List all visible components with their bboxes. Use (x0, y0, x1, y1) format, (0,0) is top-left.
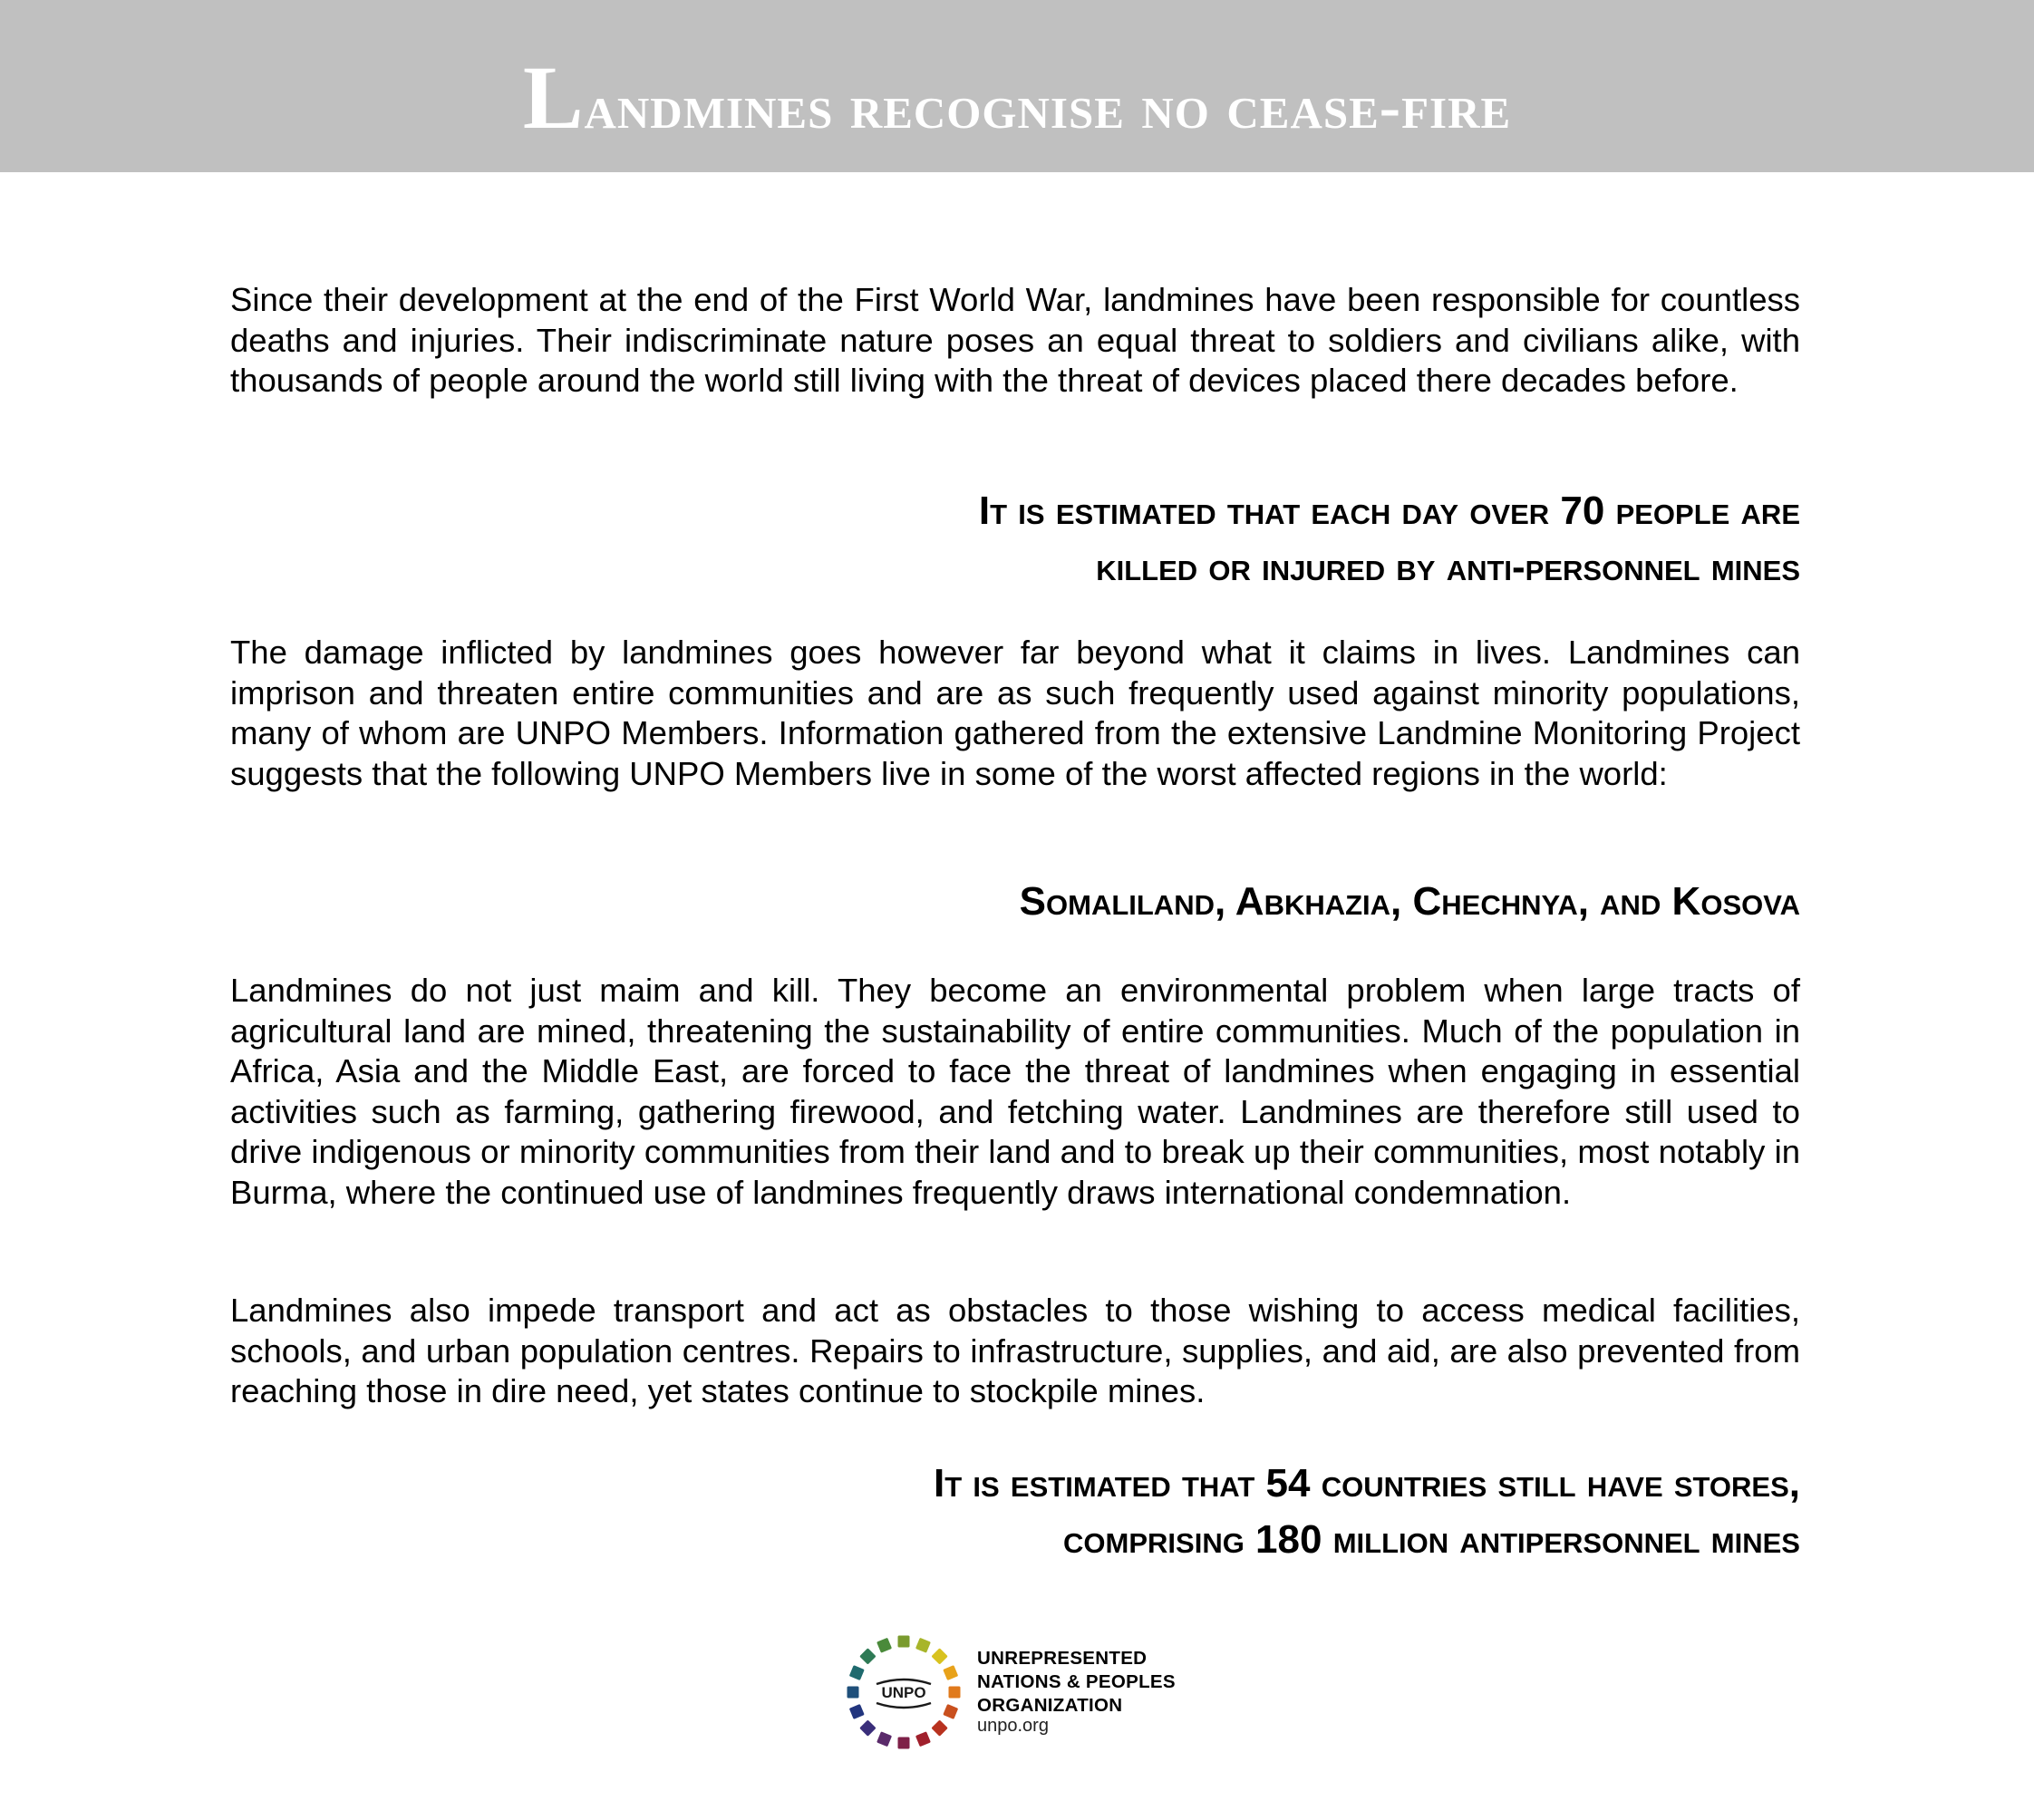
logo-name-line: NATIONS & PEOPLES (977, 1671, 1176, 1692)
unpo-logo-ring (845, 1633, 963, 1751)
logo-ring-segment (943, 1665, 958, 1680)
logo-ring-segment (849, 1704, 865, 1719)
callout-line: Somaliland, Abkhazia, Chechnya, and Kosova (1019, 879, 1800, 924)
logo-ring-segment (849, 1665, 865, 1680)
logo-organization-name (977, 1647, 1176, 1718)
logo-ring-segment (915, 1731, 931, 1747)
logo-ring-segment (877, 1638, 892, 1653)
logo-ring-segment (859, 1648, 876, 1664)
body-paragraph-2: The damage inflicted by landmines goes however far beyond what it claims in lives. Landmines can imprison and threaten entire communities and are as such frequently used against minority populations, many of whom are UNPO Members. Information gathered from the extensive Landmine Monitoring Project suggests that the following UNPO Members live in some of the worst affected regions in the world: (230, 634, 1800, 792)
callout-line: It is estimated that 54 countries still have stores, (934, 1461, 1800, 1505)
page-title-rest: andmines recognise no cease-fire (584, 73, 1512, 142)
logo-ring-segment (898, 1738, 910, 1749)
logo-ring-segment (848, 1687, 859, 1699)
logo-ring-segment (898, 1636, 910, 1648)
callout-affected-members (230, 874, 1800, 930)
logo-ring-segment (943, 1704, 958, 1719)
logo-ring-segment (931, 1648, 947, 1664)
callout-stockpiles (230, 1456, 1800, 1568)
page-title-initial: L (522, 47, 585, 148)
body-paragraph-3: Landmines do not just maim and kill. They become an environmental problem when large tracts of agricultural land are mined, threatening the sustainability of entire communities. Much of the population in Africa, Asia and the Middle East, are forced to face the threat of landmines when engaging in essential activities such as farming, gathering firewood, and fetching water. Landmines are therefore still used to drive indigenous or minority communities from their land and to break up their communities, most notably in Burma, where the continued use of landmines frequently draws international condemnation. (230, 972, 1800, 1211)
logo-ring-segment (877, 1731, 892, 1747)
body-paragraph-1: Since their development at the end of the First World War, landmines have been responsible for countless deaths and injuries. Their indiscriminate nature poses an equal threat to soldiers and civilians alike, with thousands of people around the world still living with the threat of devices placed there decades before. (230, 281, 1800, 399)
logo-ring-segment (949, 1687, 961, 1699)
unpo-logo (845, 1633, 1207, 1760)
callout-line: It is estimated that each day over 70 people are (978, 489, 1800, 533)
logo-ring-segment (859, 1719, 876, 1736)
callout-line: comprising 180 million antipersonnel mines (1063, 1517, 1800, 1562)
body-paragraph-4: Landmines also impede transport and act as obstacles to those wishing to access medical facilities, schools, and urban population centres. Repairs to infrastructure, supplies, and aid, are also prevented from reaching those in dire need, yet states continue to stockpile mines. (230, 1292, 1800, 1409)
logo-name-line: ORGANIZATION (977, 1695, 1123, 1716)
logo-name-line: UNREPRESENTED (977, 1648, 1148, 1669)
callout-daily-casualties (230, 483, 1800, 595)
logo-ring-segment (915, 1638, 931, 1653)
logo-ring-segment (931, 1719, 947, 1736)
logo-ring-label: UNPO (881, 1684, 926, 1701)
logo-url: unpo.org (977, 1716, 1049, 1736)
callout-line: killed or injured by anti-personnel mines (1096, 545, 1800, 589)
page-title (0, 47, 2034, 148)
